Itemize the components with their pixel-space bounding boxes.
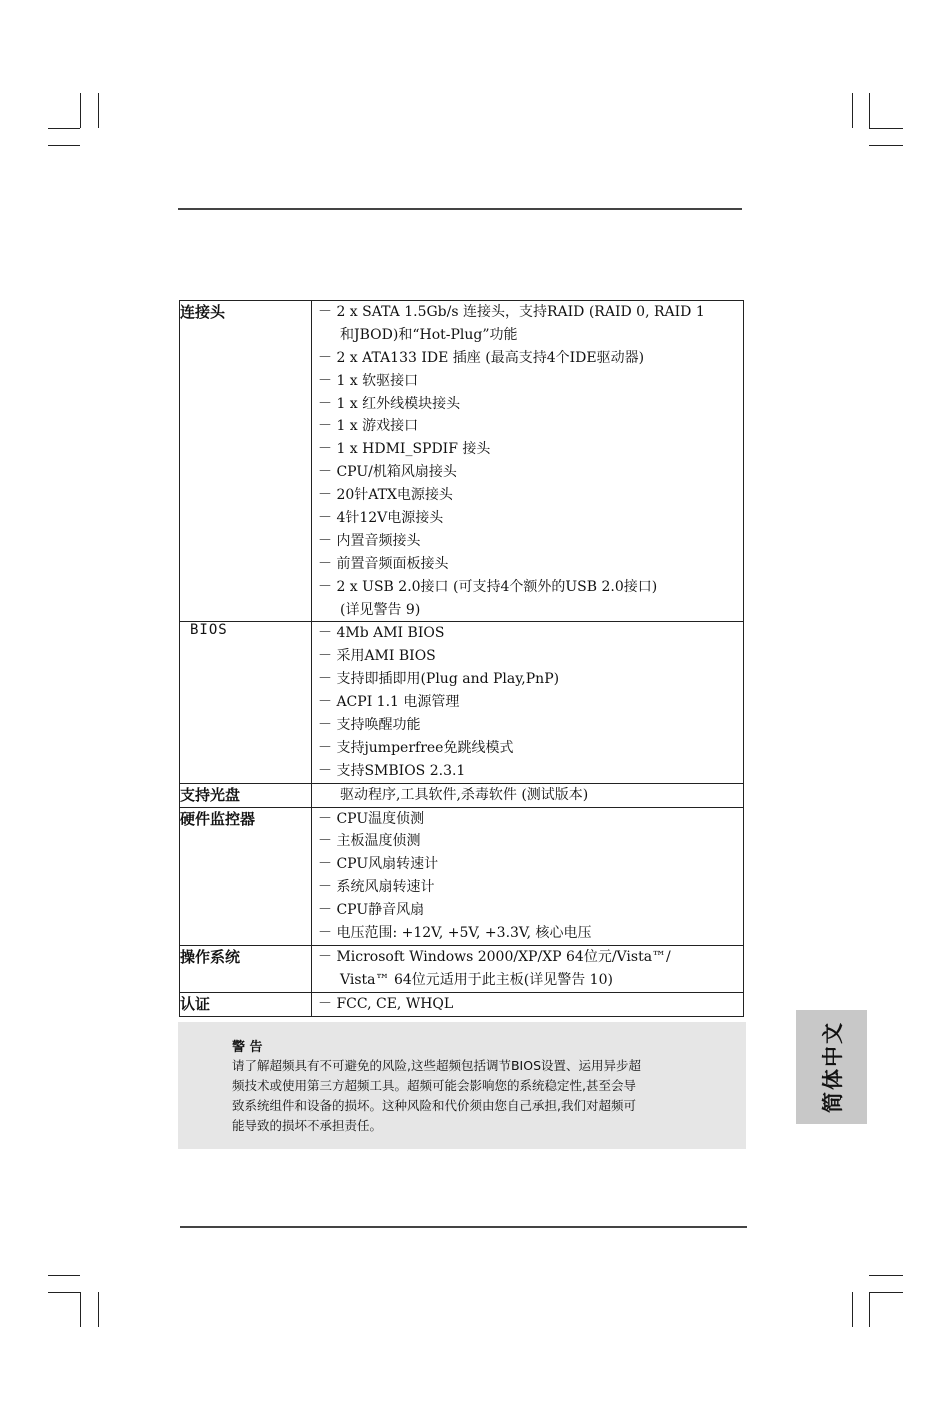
- row-label: 连接头: [180, 301, 312, 622]
- spec-line: － FCC, CE, WHQL: [318, 995, 454, 1012]
- spec-line: － 支持即插即用(Plug and Play,PnP): [318, 671, 560, 688]
- spec-line: － CPU静音风扇: [318, 902, 425, 919]
- crop-mark: [869, 128, 903, 129]
- crop-mark: [98, 1292, 99, 1327]
- crop-mark: [869, 1292, 870, 1327]
- spec-line: － 支持jumperfree免跳线模式: [318, 739, 514, 756]
- crop-mark: [852, 93, 853, 128]
- crop-mark: [48, 145, 80, 146]
- warning-box: [178, 1022, 746, 1149]
- spec-line: － 支持SMBIOS 2.3.1: [318, 762, 466, 779]
- spec-line: － 2 x SATA 1.5Gb/s 连接头，支持RAID (RAID 0, RAID 1: [318, 304, 705, 320]
- warning-line: 请了解超频具有不可避免的风险,这些超频包括调节BIOS设置、运用异步超: [232, 1058, 642, 1073]
- crop-mark: [48, 1292, 80, 1293]
- spec-line: － 采用AMI BIOS: [318, 648, 436, 665]
- spec-line: － 1 x HDMI_SPDIF 接头: [318, 441, 491, 458]
- spec-line: － ACPI 1.1 电源管理: [318, 694, 460, 711]
- spec-line: － 电压范围: +12V, +5V, +3.3V, 核心电压: [318, 925, 592, 942]
- warning-line: 能导致的损坏不承担责任。: [232, 1118, 383, 1133]
- row-label: BIOS: [180, 622, 312, 783]
- row-label: 认证: [180, 992, 312, 1016]
- spec-line: － 2 x USB 2.0接口 (可支持4个额外的USB 2.0接口): [318, 578, 658, 595]
- spec-line: － 2 x ATA133 IDE 插座 (最高支持4个IDE驱动器): [318, 349, 645, 366]
- spec-line: － 1 x 游戏接口: [318, 418, 419, 435]
- spec-row-connectors: [180, 301, 744, 622]
- crop-mark: [80, 93, 81, 128]
- spec-line: Vista™ 64位元适用于此主板(详见警告 10): [340, 971, 613, 988]
- spec-row-certifications: [180, 992, 744, 1016]
- spec-line: － 20针ATX电源接头: [318, 487, 453, 504]
- spec-row-hardware-monitor: [180, 807, 744, 945]
- spec-line: － 支持唤醒功能: [318, 717, 421, 734]
- spec-row-bios: [180, 622, 744, 783]
- crop-mark: [869, 145, 903, 146]
- spec-table: [179, 300, 744, 1017]
- spec-line: － 主板温度侦测: [318, 833, 421, 850]
- spec-line: － CPU/机箱风扇接头: [318, 464, 457, 481]
- row-values: [312, 992, 744, 1016]
- row-label: 硬件监控器: [180, 807, 312, 945]
- warning-line: 频技术或使用第三方超频工具。超频可能会影响您的系统稳定性,甚至会导: [232, 1078, 636, 1093]
- spec-line: 驱动程序,工具软件,杀毒软件 (测试版本): [340, 786, 589, 803]
- spec-line: (详见警告 9): [340, 601, 421, 618]
- spec-line: － 1 x 红外线模块接头: [318, 395, 461, 412]
- warning-title: 警 告: [232, 1040, 263, 1055]
- spec-row-os: [180, 945, 744, 992]
- spec-line: － CPU温度侦测: [318, 810, 425, 827]
- spec-line: － 系统风扇转速计: [318, 879, 435, 896]
- warning-line: 致系统组件和设备的损坏。这种风险和代价须由您自己承担,我们对超频可: [232, 1098, 636, 1113]
- spec-line: － 4Mb AMI BIOS: [318, 625, 445, 642]
- crop-mark: [852, 1292, 853, 1327]
- crop-mark: [869, 1292, 903, 1293]
- spec-line: － 4针12V电源接头: [318, 510, 444, 527]
- row-values: [312, 622, 744, 783]
- language-tab-label: 简体中文: [820, 1021, 845, 1113]
- crop-mark: [48, 1275, 80, 1276]
- crop-mark: [869, 1275, 903, 1276]
- crop-mark: [80, 1292, 81, 1327]
- spec-line: － 1 x 软驱接口: [318, 372, 419, 389]
- footer-rule: [180, 1226, 747, 1228]
- spec-row-support-cd: [180, 783, 744, 807]
- language-tab: [796, 1010, 867, 1124]
- crop-mark: [98, 93, 99, 128]
- row-values: [312, 301, 744, 622]
- row-values: [312, 783, 744, 807]
- row-values: [312, 945, 744, 992]
- row-values: [312, 807, 744, 945]
- spec-line: － 前置音频面板接头: [318, 555, 449, 572]
- row-label: 操作系统: [180, 945, 312, 992]
- spec-line: － CPU风扇转速计: [318, 856, 439, 873]
- crop-mark: [48, 128, 80, 129]
- spec-line: － Microsoft Windows 2000/XP/XP 64位元/Vista™/: [318, 948, 671, 965]
- crop-mark: [869, 93, 870, 128]
- spec-line: 和JBOD)和“Hot-Plug”功能: [340, 326, 518, 343]
- header-rule: [178, 208, 742, 210]
- spec-line: － 内置音频接头: [318, 532, 421, 549]
- row-label: 支持光盘: [180, 783, 312, 807]
